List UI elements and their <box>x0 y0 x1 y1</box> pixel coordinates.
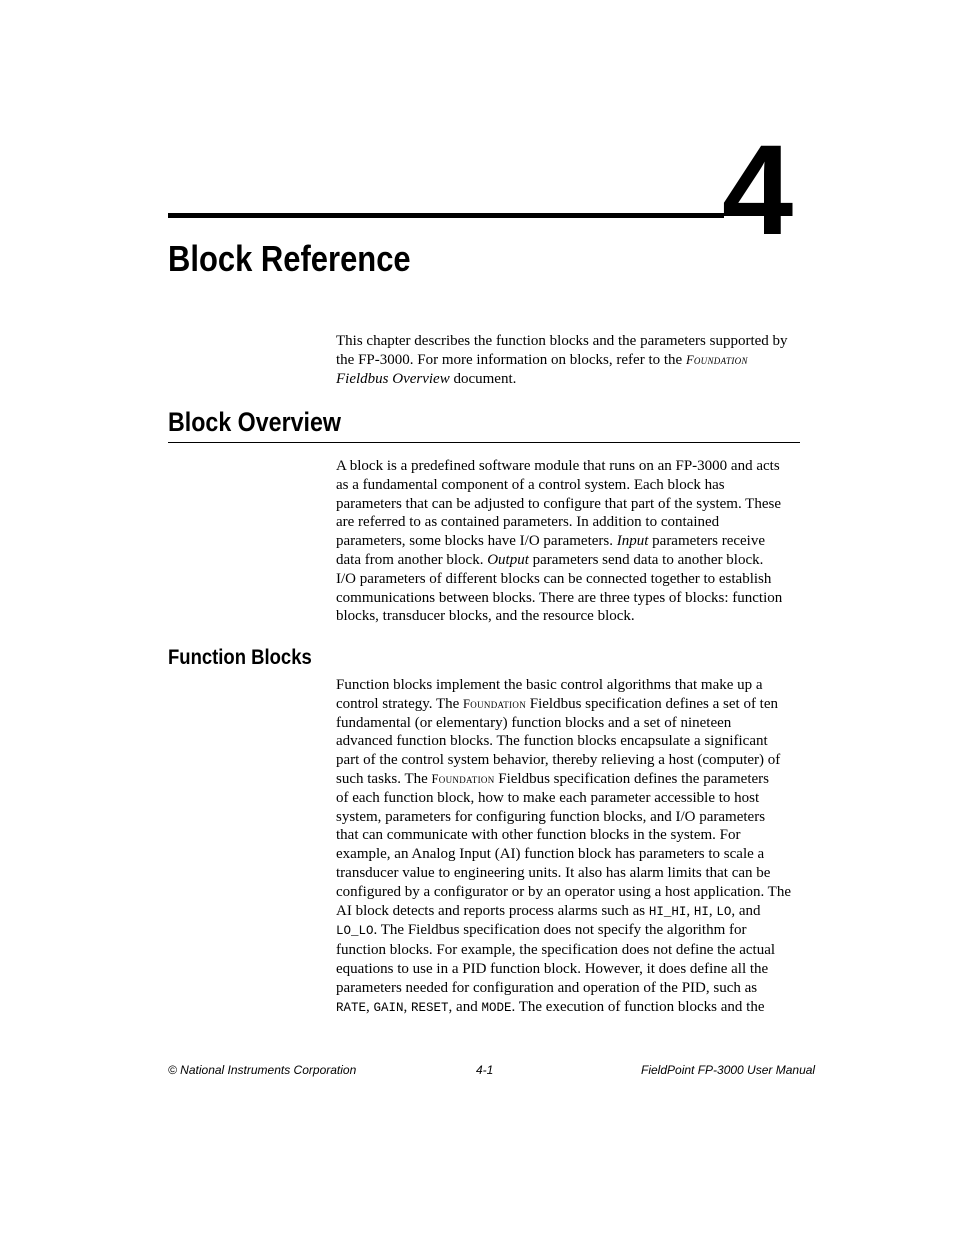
function-blocks-paragraph: Function blocks implement the basic control algorithms that make up a control strategy. The Foundation Fieldbus specification defines a set of ten fundamental (or elementary) function blocks and a set of nineteen advanced function blocks. The function blocks encapsulate a significant part of the control system behavior, thereby relieving a host (computer) of such tasks. The Foundation Fieldbus specification defines the parameters of each function block, how to make each parameter accessible to host system, parameters for configuring function blocks, and I/O parameters that can communicate with other function blocks in the system. For example, an Analog Input (AI) function block has parameters to scale a transducer value to engineering units. It also has alarm limits that can be configured by a configurator or by an operator using a host application. The AI block detects and reports process alarms such as HI_HI, HI, LO, and LO_LO. The Fieldbus specification does not specify the algorithm for function blocks. For example, the specification does not define the actual equations to use in a PID function block. However, it does define all the parameters needed for configuration and operation of the PID, such as RATE, GAIN, RESET, and MODE. The execution of function blocks and the <box>336 677 792 1015</box>
doc-title: Fieldbus Overview <box>336 370 450 387</box>
chapter-rule <box>168 213 724 218</box>
chapter-title: Block Reference <box>168 238 411 279</box>
footer-page-number: 4-1 <box>476 1063 494 1077</box>
intro-paragraph: This chapter describes the function blocks and the parameters supported by the FP-3000. For more information on blocks, refer to the Foundation Fieldbus Overview document. <box>336 333 788 387</box>
foundation-term: Foundation <box>685 352 748 367</box>
section-rule <box>168 442 800 443</box>
chapter-number: 4 <box>722 119 792 262</box>
footer-copyright: © National Instruments Corporation <box>168 1063 357 1077</box>
subsection-heading-function-blocks: Function Blocks <box>168 646 312 669</box>
footer-manual-title: FieldPoint FP-3000 User Manual <box>641 1063 816 1077</box>
block-overview-paragraph: A block is a predefined software module that runs on an FP-3000 and acts as a fundamental component of a control system. Each block has parameters that can be adjusted to configure that part of the system. These are referred to as contained parameters. In addition to contained parameters, some blocks have I/O parameters. Input parameters receive data from another block. Output parameters send data to another block. I/O parameters of different blocks can be connected together to establish communications between blocks. There are three types of blocks: function blocks, transducer blocks, and the resource block. <box>336 458 783 625</box>
section-heading-block-overview: Block Overview <box>168 407 341 437</box>
